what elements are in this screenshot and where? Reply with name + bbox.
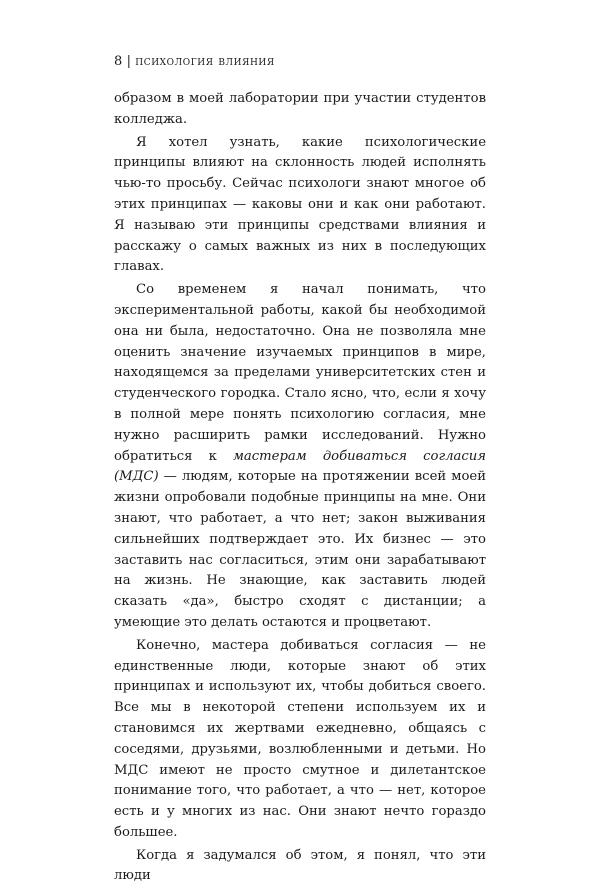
page-number: 8 bbox=[114, 54, 123, 69]
header-separator: | bbox=[126, 54, 132, 69]
body-text bbox=[114, 89, 486, 887]
paragraph-with-emphasis bbox=[114, 280, 486, 634]
paragraph: Я хотел узнать, какие психологические принципы влияют на склонность людей исполнять чью-то просьбу. Сейчас психологи знают многое об этих принципах — каковы они и как они работают. Я называю эти принципы средствами влияния и расскажу о самых важных из них в последующих главах. bbox=[114, 134, 486, 275]
paragraph-text-before: Со временем я начал понимать, что экспериментальной работы, какой бы необходимой она ни была, недостаточно. Она не позволяла мне оценить значение изучаемых принципов в мире, находящемся за пределами университетских стен и студенческого городка. Стало ясно, что, если я хочу в полной мере понять психологию согласия, мне нужно расширить рамки исследований. Нужно обратиться к bbox=[114, 282, 486, 464]
book-title: психология влияния bbox=[135, 54, 275, 69]
running-head bbox=[114, 54, 275, 70]
paragraph-text-after: — людям, которые на протяжении всей моей жизни опробовали подобные принципы на мне. Они знают, что работает, а что нет; закон выживания сильнейших подтверждает это. Их бизнес — это заставить нас согласиться, этим они зарабатывают на жизнь. Не знающие, как заставить людей сказать «да», быстро сходят с дистанции; а умеющие это делать остаются и процветают. bbox=[114, 469, 486, 630]
paragraph-continuation: образом в моей лаборатории при участии студентов колледжа. bbox=[114, 91, 486, 127]
paragraph-last: Когда я задумался об этом, я понял, что эти люди bbox=[114, 847, 486, 884]
paragraph: Конечно, мастера добиваться согласия — не единственные люди, которые знают об этих принципах и используют их, чтобы добиться своего. Все мы в некоторой степени используем их и становимся их жертвами ежедневно, общаясь с соседями, друзьями, возлюбленными и детьми. Но МДС имеют не просто смутное и дилетантское понимание того, что работает, а что — нет, которое есть и у многих из нас. Они знают нечто гораздо большее. bbox=[114, 637, 486, 840]
emphasized-term: мастерам добиваться согласия (МДС) bbox=[114, 448, 486, 485]
